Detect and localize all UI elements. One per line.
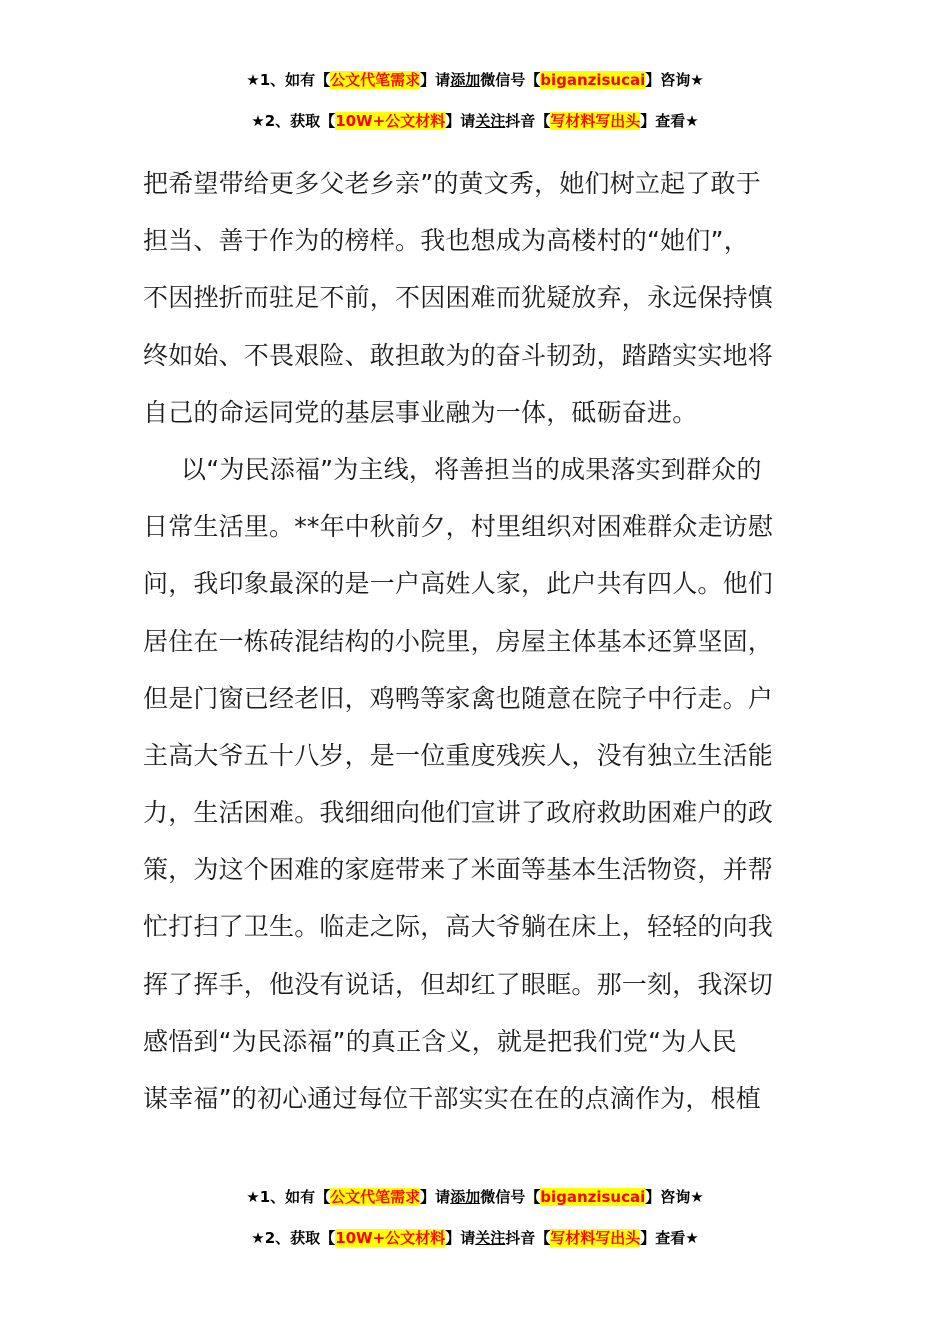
footer-line1-highlight-wechat-id: biganzisucai (540, 1188, 646, 1206)
footer-line2-highlight-douyin-account: 写材料写出头 (550, 1229, 641, 1247)
footer-line2-highlight-materials: 10W+公文材料 (335, 1229, 446, 1247)
header-line1-prefix: ★1、如有【 (246, 71, 331, 89)
body-line: 把希望带给更多父老乡亲”的黄文秀，她们树立起了敢于 (143, 169, 761, 198)
body-line: 忙打扫了卫生。临走之际，高大爷躺在床上，轻轻的向我 (143, 912, 774, 942)
header-line2-mid2: 抖音【 (505, 112, 551, 130)
footer-line1-underlined: 添加 (450, 1188, 481, 1206)
body-line: 终如始、不畏艰险、敢担敢为的奋斗韧劲，踏踏实实地将 (143, 340, 774, 370)
header-line2-prefix: ★2、获取【 (251, 112, 336, 130)
body-paragraph-start-line: 以“为民添福”为主线，将善担当的成果落实到群众的 (181, 454, 762, 484)
footer-line2-mid1: 】请 (445, 1229, 476, 1247)
footer-line2-mid2: 抖音【 (505, 1229, 551, 1247)
body-line: 感悟到“为民添福”的真正含义，就是把我们党“为人民 (143, 1026, 737, 1056)
header-line1-highlight-wechat-id: biganzisucai (540, 71, 646, 89)
body-line: 担当、善于作为的榜样。我也想成为高楼村的“她们”， (143, 226, 749, 256)
footer-line2-suffix: 】查看★ (640, 1229, 699, 1247)
body-line: 居住在一栋砖混结构的小院里，房屋主体基本还算坚固， (143, 626, 774, 656)
document-body (143, 155, 803, 1127)
body-line: 主高大爷五十八岁，是一位重度残疾人，没有独立生活能 (143, 740, 774, 770)
body-line: 不因挫折而驻足不前，不因困难而犹疑放弃，永远保持慎 (143, 283, 774, 313)
body-line: 谋幸福”的初心通过每位干部实实在在的点滴作为，根植 (143, 1084, 761, 1113)
body-line: 力，生活困难。我细细向他们宣讲了政府救助困难户的政 (143, 798, 774, 828)
header-promo-line-2 (0, 111, 950, 131)
body-line: 挥了挥手，他没有说话，但却红了眼眶。那一刻，我深切 (143, 969, 774, 999)
header-line2-highlight-materials: 10W+公文材料 (335, 112, 446, 130)
footer-promo-line-1 (0, 1187, 950, 1207)
header-line1-underlined: 添加 (450, 71, 481, 89)
header-line2-highlight-douyin-account: 写材料写出头 (550, 112, 641, 130)
header-line2-mid1: 】请 (445, 112, 476, 130)
body-line: 问，我印象最深的是一户高姓人家，此户共有四人。他们 (143, 569, 774, 599)
footer-line1-mid1: 】请 (420, 1188, 451, 1206)
footer-line1-highlight-service: 公文代笔需求 (330, 1188, 421, 1206)
header-line2-suffix: 】查看★ (640, 112, 699, 130)
header-line1-mid1: 】请 (420, 71, 451, 89)
body-line: 日常生活里。**年中秋前夕，村里组织对困难群众走访慰 (143, 512, 774, 542)
header-line1-highlight-service: 公文代笔需求 (330, 71, 421, 89)
header-line2-underlined: 关注 (475, 112, 506, 130)
body-line: 自己的命运同党的基层事业融为一体，砥砺奋进。 (143, 397, 698, 427)
header-promo-line-1 (0, 70, 950, 90)
body-line: 但是门窗已经老旧，鸡鸭等家禽也随意在院子中行走。户 (143, 683, 774, 713)
body-line: 策，为这个困难的家庭带来了米面等基本生活物资，并帮 (143, 855, 774, 885)
header-line1-suffix: 】咨询★ (645, 71, 704, 89)
footer-line2-prefix: ★2、获取【 (251, 1229, 336, 1247)
header-line1-mid2: 微信号【 (480, 71, 541, 89)
footer-line1-prefix: ★1、如有【 (246, 1188, 331, 1206)
footer-line1-mid2: 微信号【 (480, 1188, 541, 1206)
footer-line1-suffix: 】咨询★ (645, 1188, 704, 1206)
footer-line2-underlined: 关注 (475, 1229, 506, 1247)
footer-promo-line-2 (0, 1228, 950, 1248)
